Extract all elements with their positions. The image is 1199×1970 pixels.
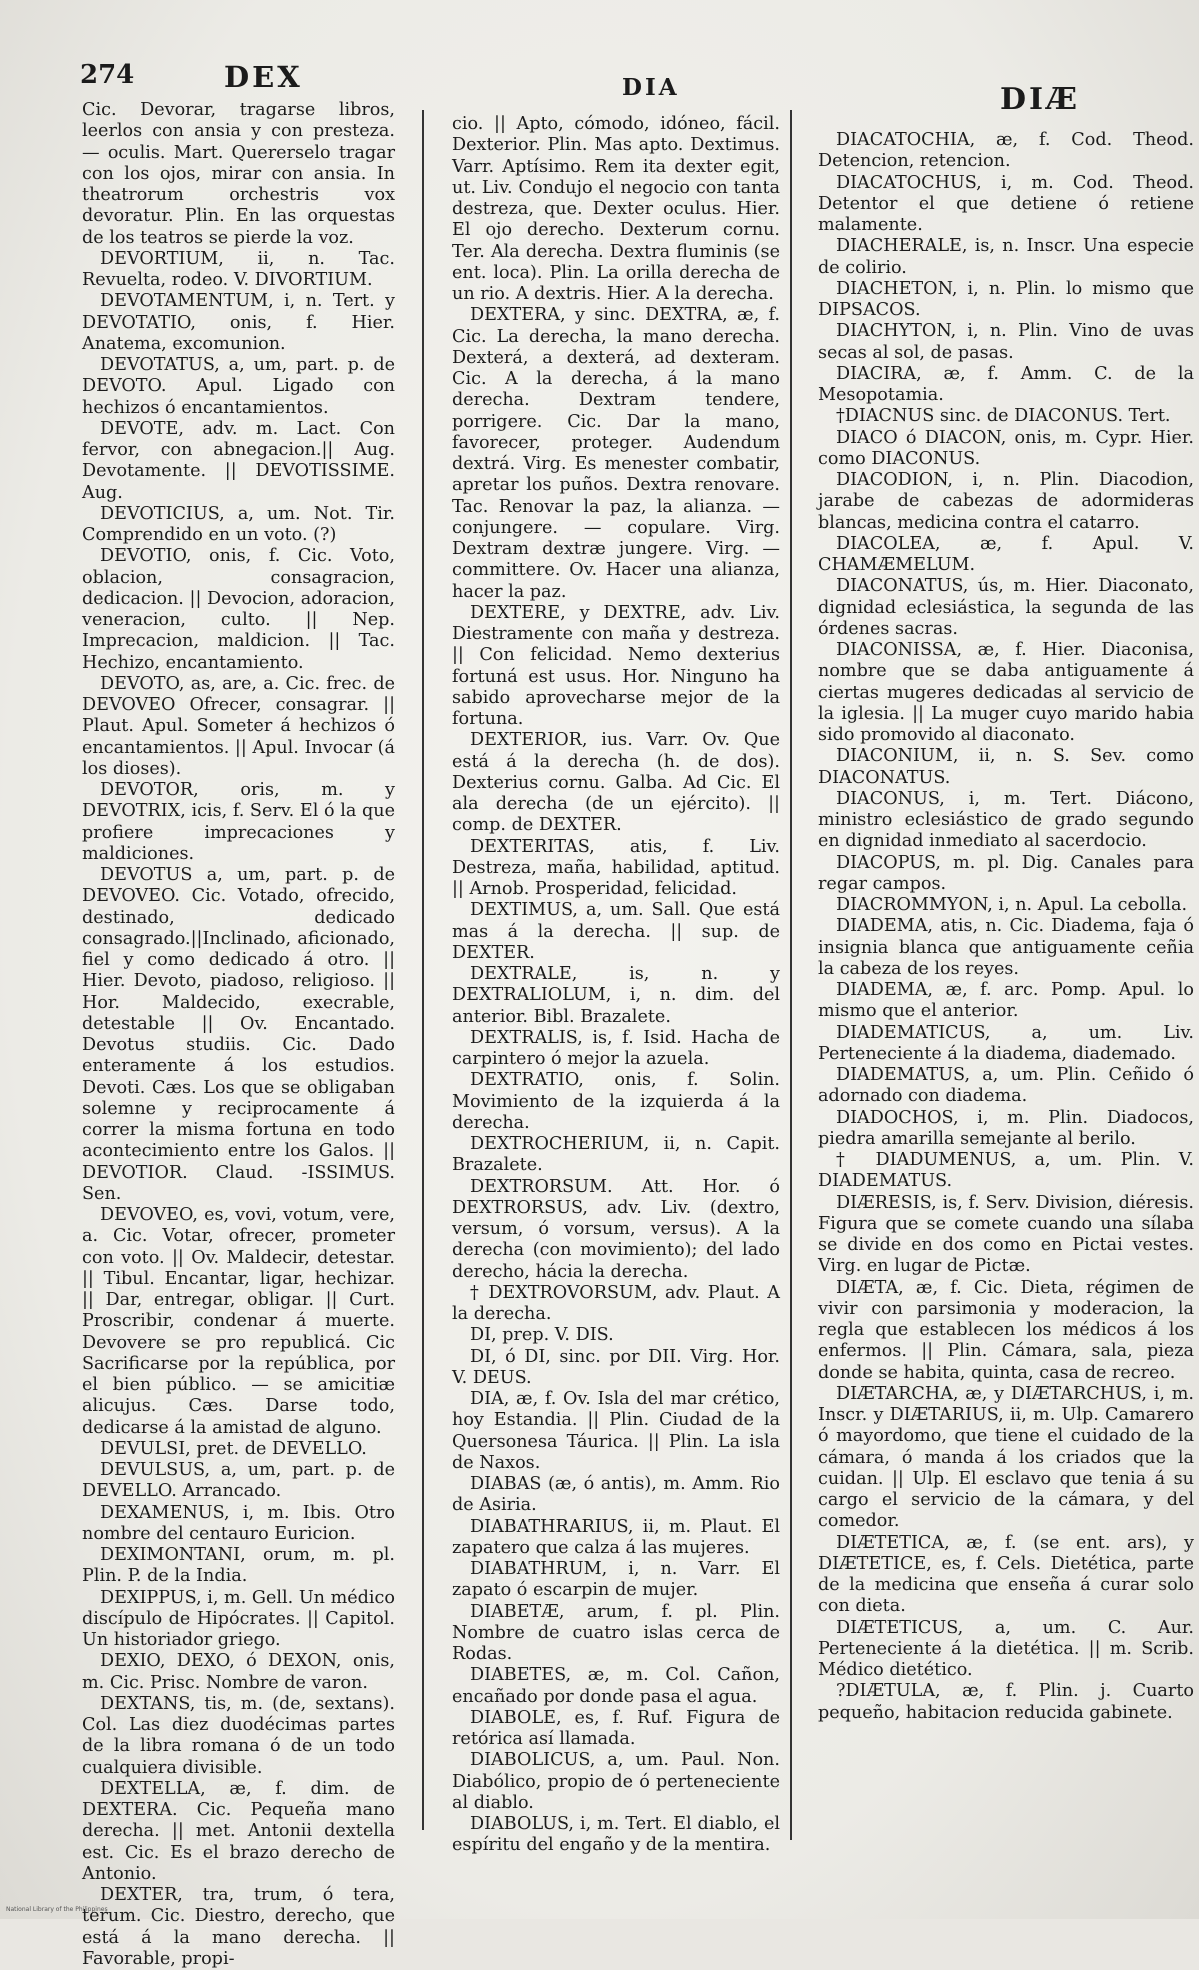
dictionary-entry: DEVOTUS a, um, part. p. de DEVOVEO. Cic. Votado, ofrecido, destinado, dedicado consagrado.||Inclinado, aficionado, fiel y como dedicado á otro. || Hier. Devoto, piadoso, religioso. || Hor. Maldecido, execrable, detestable || Ov. Encantado. Devotus studiis. Cic. Dado enteramente á los estudios. Devoti. Cæs. Los que se obligaban solemne y reciprocamente á correr la misma fortuna en todo acontecimiento entre los Galos. || DEVOTIOR. Claud. -ISSIMUS. Sen. — [82, 865, 395, 1204]
dictionary-entry: DIABETES, æ, m. Col. Cañon, encañado por donde pasa el agua. — [452, 1665, 780, 1707]
dictionary-entry: DIADEMA, æ, f. arc. Pomp. Apul. lo mismo que el anterior. — [818, 980, 1194, 1022]
dictionary-entry: DEVOVEO, es, vovi, votum, vere, a. Cic. Votar, ofrecer, prometer con voto. || Ov. Maldecir, detestar. || Tibul. Encantar, ligar, hechizar. || Dar, entregar, obligar. || Curt. Proscribir, condenar á muerte. Devovere se pro republicá. Cic Sacrificarse por la república, por el bien público. — se amicitiæ alicujus. Cæs. Darse todo, dedicarse á la amistad de alguno. — [82, 1205, 395, 1438]
dictionary-entry: DIADEMA, atis, n. Cic. Diadema, faja ó insignia blanca que antiguamente ceñia la cabeza de los reyes. — [818, 916, 1194, 979]
page-number: 274 — [80, 60, 135, 90]
dictionary-entry: DIADEMATICUS, a, um. Liv. Perteneciente á la diadema, diademado. — [818, 1022, 1194, 1064]
dictionary-entry: DEVULSI, pret. de DEVELLO. — [100, 1438, 367, 1459]
dictionary-entry: DIACO ó DIACON, onis, m. Cypr. Hier. como DIACONUS. — [818, 427, 1194, 469]
dictionary-entry: DIÆTARCHA, æ, y DIÆTARCHUS, i, m. Inscr. y DIÆTARIUS, ii, m. Ulp. Camarero ó mayordomo, que tiene el cuidado de la cámara, ó manda á los criados que la cuidan. || Ulp. El esclavo que tenia á su cargo el servicio de la cámara, y del comedor. — [818, 1383, 1194, 1532]
dictionary-entry: DEXTER, tra, trum, ó tera, terum. Cic. Diestro, derecho, que está á la mano derecha. || Favorable, propi- — [82, 1885, 395, 1969]
dictionary-entry: DIABATHRUM, i, n. Varr. El zapato ó escarpin de mujer. — [452, 1559, 780, 1601]
dictionary-entry: DIA, æ, f. Ov. Isla del mar crético, hoy Estandia. || Plin. Ciudad de la Quersonesa Táurica. || Plin. La isla de Naxos. — [452, 1389, 780, 1473]
dictionary-entry: DEVOTE, adv. m. Lact. Con fervor, con abnegacion.|| Aug. Devotamente. || DEVOTISSIME. Aug. — [82, 418, 395, 503]
dictionary-entry: DEXTANS, tis, m. (de, sextans). Col. Las diez duodécimas partes de la libra romana ó de un todo cualquiera divisible. — [82, 1693, 395, 1778]
dictionary-entry: DIACONIUM, ii, n. S. Sev. como DIACONATUS. — [818, 746, 1194, 788]
right-guide-word: DIÆ — [1000, 82, 1081, 117]
dictionary-entry: ?DIÆTULA, æ, f. Plin. j. Cuarto pequeño, habitacion reducida gabinete. — [818, 1681, 1194, 1723]
page-header — [0, 56, 1199, 117]
dictionary-entry: DIÆTA, æ, f. Cic. Dieta, régimen de vivir con parsimonia y moderacion, la regla que establecen los médicos á los enfermos. || Plin. Cámara, sala, pieza donde se habita, quinta, casa de recreo. — [818, 1277, 1194, 1383]
dictionary-entry: DIACHETON, i, n. Plin. lo mismo que DIPSACOS. — [818, 278, 1194, 320]
column-divider — [790, 110, 792, 1840]
dictionary-entry: DIACATOCHUS, i, m. Cod. Theod. Detentor el que detiene ó retiene malamente. — [818, 172, 1194, 235]
dictionary-entry: DEXTERITAS, atis, f. Liv. Destreza, maña, habilidad, aptitud. || Arnob. Prosperidad, felicidad. — [452, 836, 780, 899]
footer-note: National Library of the Philippines — [6, 1906, 108, 1913]
dictionary-entry: † DEXTROVORSUM, adv. Plaut. A la derecha. — [452, 1282, 780, 1324]
dictionary-entry: DEXTRORSUM. Att. Hor. ó DEXTRORSUS, adv. Liv. (dextro, versum, ó vorsum, versus). A la derecha (con movimiento); del lado derecho, hácia la derecha. — [452, 1176, 780, 1282]
dictionary-entry: DIACONATUS, ús, m. Hier. Diaconato, dignidad eclesiástica, la segunda de las órdenes sacras. — [818, 576, 1194, 639]
dictionary-entry: DEVOTO, as, are, a. Cic. frec. de DEVOVEO Ofrecer, consagrar. || Plaut. Apul. Someter á hechizos ó encantamientos. || Apul. Invocar (á los dioses). — [82, 673, 395, 779]
dictionary-entry: DEVOTATUS, a, um, part. p. de DEVOTO. Apul. Ligado con hechizos ó encantamientos. — [82, 355, 395, 418]
dictionary-entry: DIÆTETICUS, a, um. C. Aur. Perteneciente á la dietética. || m. Scrib. Médico dietético. — [818, 1617, 1194, 1680]
dictionary-entry: DI, ó DI, sinc. por DII. Virg. Hor. V. DEUS. — [452, 1346, 780, 1388]
dictionary-entry: DIABATHRARIUS, ii, m. Plaut. El zapatero que calza á las mujeres. — [452, 1516, 780, 1558]
dictionary-entry: DIADOCHOS, i, m. Plin. Diadocos, piedra amarilla semejante al berilo. — [818, 1107, 1194, 1149]
dictionary-entry: DIACATOCHIA, æ, f. Cod. Theod. Detencion, retencion. — [818, 130, 1194, 172]
dictionary-entry: cio. || Apto, cómodo, idóneo, fácil. Dexterior. Plin. Mas apto. Dextimus. Varr. Aptísimo. Rem ita dexter egit, ut. Liv. Condujo el negocio con tanta destreza, que. Dexter oculus. Hier. El ojo derecho. Dexterum cornu. Ter. Ala derecha. Dextra fluminis (se ent. loca). Plin. La orilla derecha de un rio. A dextris. Hier. A la derecha. — [452, 114, 780, 304]
dictionary-entry: DI, prep. V. DIS. — [470, 1325, 614, 1346]
dictionary-entry: DIACODION, i, n. Plin. Diacodion, jarabe de cabezas de adormideras blancas, medicina contra el catarro. — [818, 470, 1194, 533]
dictionary-entry: DIABOLICUS, a, um. Paul. Non. Diabólico, propio de ó perteneciente al diablo. — [452, 1750, 780, 1813]
dictionary-entry: DIACONISSA, æ, f. Hier. Diaconisa, nombre que se daba antiguamente á ciertas mugeres dedicadas al servicio de la iglesia. || La muger cuyo marido habia sido promovido al diaconato. — [818, 640, 1194, 745]
dictionary-entry: DEVOTICIUS, a, um. Not. Tir. Comprendido en un voto. (?) — [82, 503, 395, 545]
dictionary-entry: DIABOLE, es, f. Ruf. Figura de retórica así llamada. — [452, 1707, 780, 1749]
dictionary-entry: Cic. Devorar, tragarse libros, leerlos con ansia y con presteza. — oculis. Mart. Quererselo tragar con los ojos, mirar con ansia. In theatrorum orchestris vox devoratur. Plin. En las orquestas de los teatros se pierde la voz. — [82, 100, 395, 248]
dictionary-entry: DEXTERIOR, ius. Varr. Ov. Que está á la derecha (h. de dos). Dexterius cornu. Galba. Ad Cic. El ala derecha (de un ejército). || comp. de DEXTER. — [452, 730, 780, 836]
dictionary-entry: DIACHERALE, is, n. Inscr. Una especie de colirio. — [818, 236, 1194, 278]
dictionary-entry: DEVOTAMENTUM, i, n. Tert. y DEVOTATIO, onis, f. Hier. Anatema, excomunion. — [82, 291, 395, 354]
dictionary-entry: DEXTERE, y DEXTRE, adv. Liv. Diestramente con maña y destreza. || Con felicidad. Nemo dexterius fortuná est usus. Hor. Ninguno ha sabido aprovecharse mejor de la fortuna. — [452, 602, 780, 729]
dictionary-entry: DIABAS (æ, ó antis), m. Amm. Rio de Asiria. — [452, 1474, 780, 1516]
dictionary-entry: DEXTERA, y sinc. DEXTRA, æ, f. Cic. La derecha, la mano derecha. Dexterá, a dexterá, ad dexteram. Cic. A la derecha, á la mano derecha. Dextram tendere, porrigere. Cic. Dar la mano, favorecer, proteger. Audendum dextrá. Virg. Es menester combatir, apretar los puños. Dextra renovare. Tac. Renovar la paz, la alianza. — conjungere. — copulare. Virg. Dextram dextræ jungere. Virg. — committere. Ov. Hacer una alianza, hacer la paz. — [452, 305, 780, 602]
dictionary-entry: DIÆTETICA, æ, f. (se ent. ars), y DIÆTETICE, es, f. Cels. Dietética, parte de la medicina que enseña á curar solo con dieta. — [818, 1532, 1194, 1617]
dictionary-entry: DIACIRA, æ, f. Amm. C. de la Mesopotamia. — [818, 363, 1194, 405]
dictionary-entry: DEXTIMUS, a, um. Sall. Que está mas á la derecha. || sup. de DEXTER. — [452, 900, 780, 963]
center-guide-word: DIA — [622, 74, 680, 101]
dictionary-entry: DIACROMMYON, i, n. Apul. La cebolla. — [836, 895, 1188, 915]
dictionary-entry: DIACONUS, i, m. Tert. Diácono, ministro eclesiástico de grado segundo en dignidad inmediato al sacerdocio. — [818, 788, 1194, 852]
column-2 — [452, 114, 780, 1857]
dictionary-entry: DEXIPPUS, i, m. Gell. Un médico discípulo de Hipócrates. || Capitol. Un historiador griego. — [82, 1587, 395, 1650]
dictionary-entry: DEXTRATIO, onis, f. Solin. Movimiento de la izquierda á la derecha. — [452, 1070, 780, 1133]
dictionary-entry: †DIACNUS sinc. de DIACONUS. Tert. — [836, 406, 1171, 427]
dictionary-entry: DEXIMONTANI, orum, m. pl. Plin. P. de la India. — [82, 1545, 395, 1587]
dictionary-entry: DIACOPUS, m. pl. Dig. Canales para regar campos. — [818, 852, 1194, 894]
dictionary-entry: DIACHYTON, i, n. Plin. Vino de uvas secas al sol, de pasas. — [818, 321, 1194, 363]
dictionary-entry: † DIADUMENUS, a, um. Plin. V. DIADEMATUS. — [818, 1150, 1194, 1192]
dictionary-entry: DIABETÆ, arum, f. pl. Plin. Nombre de cuatro islas cerca de Rodas. — [452, 1601, 780, 1664]
dictionary-entry: DEXIO, DEXO, ó DEXON, onis, m. Cic. Prisc. Nombre de varon. — [82, 1651, 395, 1693]
dictionary-entry: DEXAMENUS, i, m. Ibis. Otro nombre del centauro Euricion. — [82, 1502, 395, 1544]
dictionary-entry: DIABOLUS, i, m. Tert. El diablo, el espíritu del engaño y de la mentira. — [452, 1814, 780, 1856]
column-1 — [82, 100, 395, 1970]
dictionary-entry: DEXTROCHERIUM, ii, n. Capit. Brazalete. — [452, 1134, 780, 1176]
dictionary-entry: DIÆRESIS, is, f. Serv. Division, diéresis. Figura que se comete cuando una sílaba se divide en dos como en Pictai vestes. Virg. en lugar de Pictæ. — [818, 1192, 1194, 1277]
column-divider — [422, 110, 424, 1830]
dictionary-entry: DEVOTIO, onis, f. Cic. Voto, oblacion, consagracion, dedicacion. || Devocion, adoracion, veneracion, culto. || Nep. Imprecacion, maldicion. || Tac. Hechizo, encantamiento. — [82, 546, 395, 673]
dictionary-entry: DEVORTIUM, ii, n. Tac. Revuelta, rodeo. V. DIVORTIUM. — [82, 248, 395, 290]
dictionary-entry: DIADEMATUS, a, um. Plin. Ceñido ó adornado con diadema. — [818, 1065, 1194, 1107]
dictionary-entry: DEVULSUS, a, um, part. p. de DEVELLO. Arrancado. — [82, 1460, 395, 1502]
dictionary-entry: DEXTELLA, æ, f. dim. de DEXTERA. Cic. Pequeña mano derecha. || met. Antonii dextella est. Cic. Es el brazo derecho de Antonio. — [82, 1778, 395, 1884]
dictionary-entry: DIACOLEA, æ, f. Apul. V. CHAMÆMELUM. — [818, 533, 1194, 575]
column-3 — [818, 130, 1194, 1724]
left-guide-word: DEX — [224, 60, 303, 94]
dictionary-entry: DEXTRALE, is, n. y DEXTRALIOLUM, i, n. dim. del anterior. Bibl. Brazalete. — [452, 964, 780, 1027]
dictionary-entry: DEXTRALIS, is, f. Isid. Hacha de carpintero ó mejor la azuela. — [452, 1027, 780, 1069]
dictionary-entry: DEVOTOR, oris, m. y DEVOTRIX, icis, f. Serv. El ó la que profiere imprecaciones y maldiciones. — [82, 780, 395, 864]
